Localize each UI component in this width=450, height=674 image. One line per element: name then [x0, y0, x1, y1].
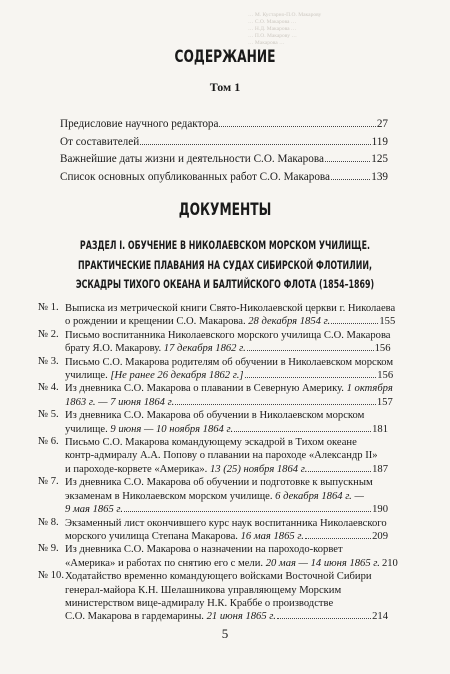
document-date: 20 мая — 14 июня 1865 г.: [265, 557, 380, 569]
toc-entry-title: Список основных опубликованных работ С.О. Макарова: [60, 170, 331, 183]
toc-title: СОДЕРЖАНИЕ: [174, 47, 276, 67]
document-line: [65, 356, 393, 369]
document-entry[interactable]: [38, 328, 391, 356]
document-entry[interactable]: [38, 382, 393, 409]
dot-leader: [234, 431, 371, 432]
bleed-through-line: … Макарова …: [248, 40, 285, 46]
document-description: [65, 543, 398, 570]
bleed-through-line: … М. Кустарно-П.О. Макарову: [248, 12, 322, 18]
document-text: о рождении и крещении С.О. Макарова.: [65, 316, 249, 328]
document-text: Из дневника С.О. Макарова об обучении в Николаевском морском: [65, 410, 365, 422]
document-text: контр-адмиралу А.А. Попову о плавании на пароходе «Александр II»: [65, 450, 378, 462]
document-entry[interactable]: [38, 409, 388, 436]
document-number: № 2.: [38, 328, 59, 340]
document-text: и пароходе-корвете «Америка».: [65, 463, 210, 475]
document-number: № 10.: [38, 570, 64, 582]
document-date: 16 мая 1865 г.: [240, 530, 304, 542]
document-number: № 5.: [38, 409, 59, 421]
document-text: морского училища Степана Макарова.: [65, 530, 241, 542]
document-line: [65, 503, 388, 516]
toc-list: [60, 118, 388, 188]
document-page: 156: [377, 370, 394, 382]
document-description: [65, 436, 388, 476]
document-description: [65, 409, 388, 436]
toc-entry[interactable]: [60, 136, 388, 154]
document-text: Письмо С.О. Макарова родителям об обучении в Николаевском морском: [65, 356, 394, 368]
document-date: [Не ранее 26 декабря 1862 г.]: [110, 370, 244, 382]
toc-entry-title: От составителей: [60, 135, 140, 148]
dot-leader: [124, 511, 371, 512]
document-page: 214: [372, 611, 388, 623]
document-entry[interactable]: [38, 355, 394, 383]
document-description: [65, 329, 391, 356]
document-line: [65, 449, 388, 462]
document-number: № 7.: [38, 476, 59, 488]
document-line: [65, 597, 388, 610]
document-line: [65, 476, 388, 489]
toc-entry-page: 139: [371, 170, 388, 183]
document-entry[interactable]: [38, 476, 388, 516]
document-text: «Америка» и работах по снятию его с мели.: [65, 557, 266, 569]
document-number: № 9.: [38, 543, 59, 555]
bleed-through-line: … П.О. Макарову …: [248, 33, 297, 39]
document-entry[interactable]: [38, 543, 398, 570]
dot-leader: [305, 538, 371, 539]
document-date: 21 июня 1865 г.: [206, 611, 276, 623]
page-number: 5: [221, 626, 229, 641]
document-text: Письмо воспитанника Николаевского морского училища С.О. Макарова: [65, 329, 391, 341]
section-title: [68, 236, 383, 295]
document-date: 1863 г. — 7 июня 1864 г.: [65, 396, 175, 408]
bleed-through-line: … С.О. Макарова …: [248, 19, 297, 25]
document-text: училище.: [65, 370, 111, 382]
document-line: [65, 409, 388, 422]
document-page: 209: [372, 530, 388, 542]
document-text: Экзаменный лист окончившего курс наук воспитанника Николаевского: [65, 517, 387, 529]
document-date: 1 октября: [346, 383, 393, 395]
document-line: [65, 610, 388, 623]
document-line: [65, 570, 388, 583]
volume-label: Том 1: [209, 80, 241, 94]
dot-leader: [331, 179, 370, 180]
toc-entry-page: 125: [371, 153, 388, 165]
document-text: брату Я.О. Макарову.: [65, 343, 164, 355]
document-page: 157: [376, 396, 393, 408]
toc-entry[interactable]: [60, 118, 388, 136]
document-entry[interactable]: [38, 302, 396, 329]
dot-leader: [331, 323, 378, 324]
document-date: 13 (25) ноября 1864 г.: [209, 463, 308, 475]
toc-entry-page: 27: [376, 118, 388, 130]
document-line: [65, 396, 393, 409]
document-description: [65, 570, 388, 624]
document-text: Из дневника С.О. Макарова о назначении на пароходо-корвет: [65, 544, 343, 556]
document-page: 155: [379, 316, 396, 328]
document-page: 187: [372, 463, 388, 475]
toc-entry-page: 119: [371, 135, 388, 148]
toc-entry[interactable]: [60, 153, 388, 171]
document-date: 6 декабря 1864 г. —: [275, 490, 364, 502]
document-line: [65, 382, 393, 395]
document-line: [65, 517, 388, 530]
document-number: № 8.: [38, 516, 59, 528]
document-text: Письмо С.О. Макарова командующему эскадрой в Тихом океане: [65, 437, 357, 449]
document-entry[interactable]: [38, 436, 388, 476]
dot-leader: [247, 350, 374, 351]
document-page: 156: [374, 343, 391, 355]
dot-leader: [175, 404, 376, 405]
document-date: 9 июня — 10 ноября 1864 г.: [110, 423, 234, 435]
document-line: [65, 490, 388, 503]
section-title-line: РАЗДЕЛ I. ОБУЧЕНИЕ В НИКОЛАЕВСКОМ МОРСКОМ УЧИЛИЩЕ.: [79, 239, 371, 252]
document-line: [65, 302, 395, 315]
document-description: [65, 476, 388, 516]
dot-leader: [219, 126, 375, 127]
document-entry[interactable]: [38, 517, 388, 544]
document-date: 28 декабря 1854 г.: [248, 316, 331, 328]
document-text: училище.: [65, 423, 111, 435]
document-line: [65, 436, 388, 449]
document-page: 210: [381, 557, 398, 569]
document-date: 17 декабря 1862 г.: [163, 343, 246, 355]
bleed-through-line: … Н.Д. Макарова …: [248, 26, 297, 32]
dot-leader: [140, 144, 370, 145]
document-page: 181: [372, 423, 388, 435]
document-description: [65, 356, 393, 383]
document-list: [38, 302, 398, 624]
document-line: [65, 530, 388, 543]
section-title-line: ЭСКАДРЫ ТИХОГО ОКЕАНА И БАЛТИЙСКОГО ФЛОТА (1854–1869): [75, 278, 375, 291]
dot-leader: [325, 161, 370, 162]
document-line: [65, 557, 398, 570]
document-line: [65, 315, 395, 328]
document-text: Выписка из метрической книги Свято-Николаевской церкви г. Николаева: [65, 303, 396, 314]
document-line: [65, 342, 391, 355]
document-text: Из дневника С.О. Макарова об обучении и подготовке к выпускным: [65, 477, 373, 489]
document-text: экзаменам в Николаевском морском училище.: [65, 490, 276, 502]
document-date: 9 мая 1865 г.: [65, 504, 124, 516]
document-number: № 3.: [38, 355, 59, 367]
document-page: 190: [372, 504, 388, 516]
document-line: [65, 584, 388, 597]
document-number: № 1.: [38, 302, 59, 313]
document-text: Ходатайство временно командующего войсками Восточной Сибири: [65, 571, 372, 583]
document-line: [65, 543, 398, 556]
dot-leader: [277, 618, 371, 619]
dot-leader: [308, 471, 371, 472]
document-line: [65, 369, 393, 382]
toc-entry-title: Предисловие научного редактора: [60, 118, 219, 130]
document-text: С.О. Макарова в гардемарины.: [65, 611, 207, 623]
document-description: [65, 382, 393, 409]
document-description: [65, 517, 388, 544]
documents-title: ДОКУМЕНТЫ: [178, 200, 272, 220]
dot-leader: [245, 377, 377, 378]
document-text: генерал-майора К.Н. Шелашникова управляющему Морским: [65, 584, 342, 596]
document-line: [65, 329, 391, 342]
document-line: [65, 423, 388, 436]
document-text: Из дневника С.О. Макарова о плавании в Северную Америку.: [65, 383, 347, 395]
toc-entry-title: Важнейшие даты жизни и деятельности С.О. Макарова: [60, 153, 324, 165]
document-number: № 4.: [38, 382, 59, 394]
document-text: министерством вице-адмиралу Н.К. Краббе о производстве: [65, 597, 334, 609]
document-line: [65, 463, 388, 476]
document-number: № 6.: [38, 436, 59, 448]
section-title-line: ПРАКТИЧЕСКИЕ ПЛАВАНИЯ НА СУДАХ СИБИРСКОЙ ФЛОТИЛИИ,: [78, 258, 372, 272]
document-description: [65, 302, 395, 329]
document-entry[interactable]: [38, 570, 388, 624]
toc-entry[interactable]: [60, 171, 388, 189]
